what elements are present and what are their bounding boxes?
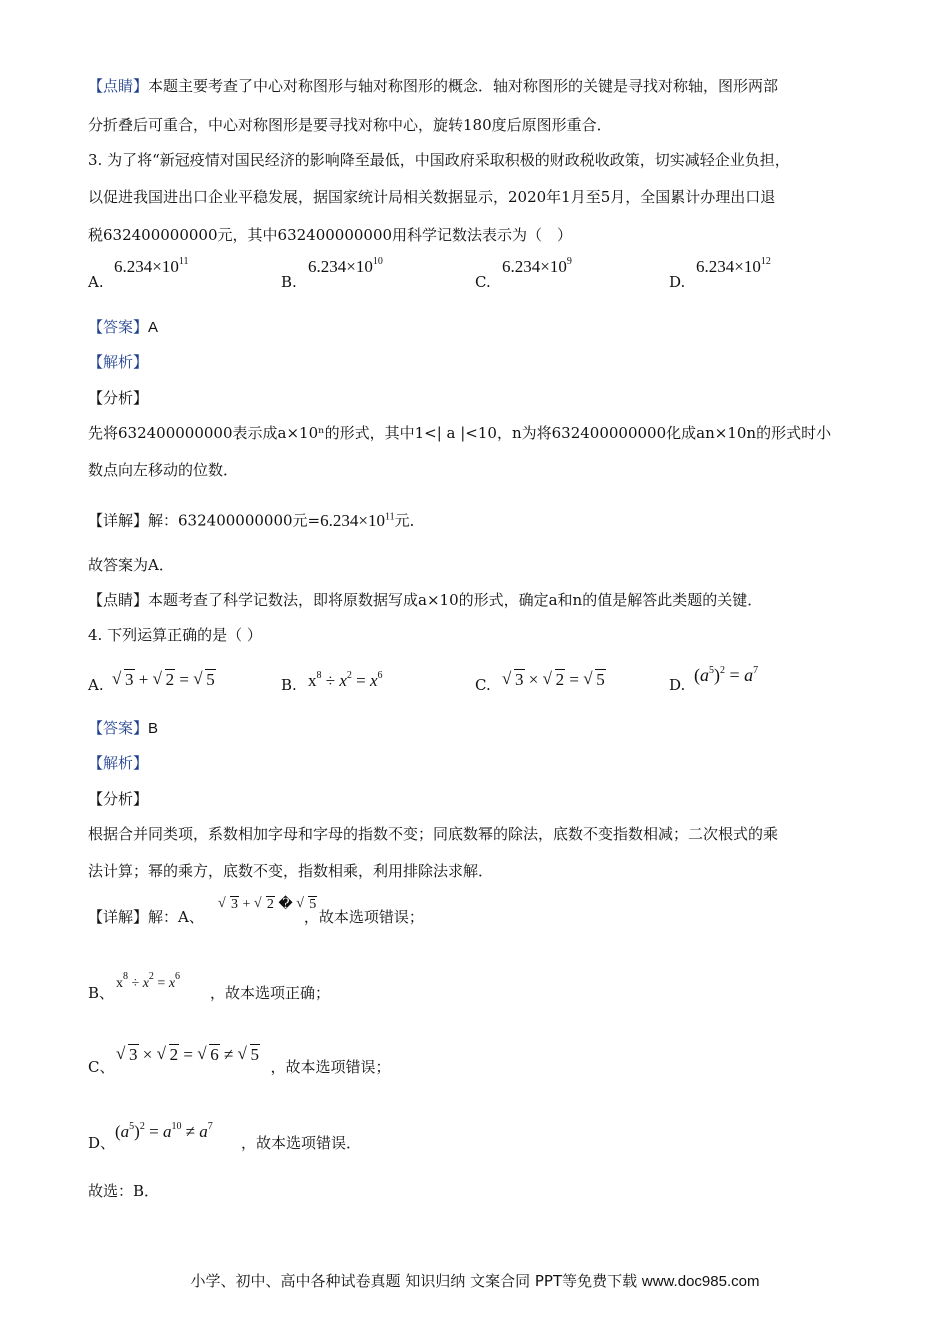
q3-option-c-math: $6.234\times 10^9$ — [502, 256, 572, 276]
xiangjie-b-label: B、 — [88, 984, 115, 1002]
q4-title: 4. 下列运算正确的是（ ） — [88, 626, 262, 644]
q3-stem-line-2: 以促进我国进出口企业平稳发展，据国家统计局相关数据显示，2020年1月至5月，全国累计办理出口退 — [88, 188, 776, 206]
q4-option-c: C. — [475, 676, 491, 694]
xiangjie-unit: 元． — [394, 511, 425, 530]
answer-value: B — [148, 720, 159, 737]
page-footer — [0, 1270, 950, 1291]
q3-dianjing — [88, 590, 762, 610]
q3-fenxi-line-1: 先将632400000000表示成a×10ⁿ的形式，其中1<| a |<10，n为将632400000000化成an×10n的形式时小 — [88, 424, 832, 442]
xiangjie-d-result: ，故本选项错误． — [241, 1134, 362, 1152]
q4-xiangjie-b-math: $x^8 \div x^2 = x^6$ — [116, 971, 181, 991]
dianjing-line-1 — [88, 76, 778, 97]
dianjing-tag: 【点睛】 — [88, 591, 149, 609]
dianjing-line-2: 分折叠后可重合，中心对称图形是要寻找对称中心，旋转180度后原图形重合． — [88, 116, 612, 134]
dianjing-tag: 【点睛】 — [88, 78, 149, 95]
option-letter: D. — [669, 273, 686, 291]
q4-option-c-math: √ 3 × √ 2 = √ 5 — [502, 670, 606, 690]
xiangjie-tag: 【详解】 — [88, 511, 149, 530]
q3-option-a — [88, 272, 104, 292]
q4-fenxi-tag: 【分析】 — [88, 790, 149, 808]
q4-option-a: A. — [88, 676, 104, 694]
q4-fenxi-line-1: 根据合并同类项，系数相加字母和字母的指数不变；同底数幂的除法，底数不变指数相减；二次根式的乘 — [88, 825, 779, 843]
xiangjie-a-result: ，故本选项错误； — [303, 908, 424, 926]
xiangjie-tag: 【详解】 — [88, 908, 149, 926]
q4-answer — [88, 718, 158, 739]
option-letter: C. — [475, 273, 491, 291]
q4-option-a-math: √ 3 + √ 2 = √ 5 — [112, 670, 216, 690]
q3-option-a-math: $6.234\times 10^{11}$ — [114, 256, 189, 276]
q4-option-b-math: $x^8 \div x^2 = x^6$ — [308, 670, 383, 690]
q3-stem-line-1: 3. 为了将“新冠疫情对国民经济的影响降至最低，中国政府采取积极的财政税收政策，切实减轻企业负担， — [88, 151, 790, 169]
xiangjie-c-label: C、 — [88, 1058, 115, 1076]
q4-jiexi-tag: 【解析】 — [88, 755, 149, 772]
q4-option-b: B. — [281, 676, 297, 694]
xiangjie-math: $6.234\times 10^{11}$ — [320, 510, 395, 530]
q3-fenxi-tag: 【分析】 — [88, 389, 149, 407]
q3-stem-line-3: 税632400000000元，其中632400000000用科学记数法表示为（ ） — [88, 226, 573, 244]
xiangjie-d-label: D、 — [88, 1134, 116, 1152]
q3-option-b — [281, 272, 297, 292]
q3-option-c — [475, 272, 491, 292]
q4-xiangjie-a-math: √ 3 + √ 2 � √ 5 — [218, 896, 317, 913]
dianjing-text-1: 本题主要考查了中心对称图形与轴对称图形的概念．轴对称图形的关键是寻找对称轴，图形两部 — [148, 77, 779, 95]
q3-option-d — [669, 272, 685, 292]
q4-xiangjie-c-math: √ 3 × √ 2 = √ 6 ≠ √ 5 — [116, 1045, 260, 1065]
answer-value: A — [148, 319, 159, 336]
q3-fenxi-line-2: 数点向左移动的位数． — [88, 461, 239, 479]
option-letter: A. — [88, 273, 104, 291]
option-letter: B. — [281, 273, 297, 291]
q4-fenxi-line-2: 法计算；幂的乘方，底数不变，指数相乘，利用排除法求解． — [88, 862, 494, 880]
q4-final: 故选：B． — [88, 1182, 160, 1200]
q4-xiangjie-d-math: $(a^5)^2 = a^{10} \ne a^7$ — [115, 1121, 213, 1141]
q4-option-d-math: $(a^5)^2 = a^7$ — [694, 665, 759, 685]
xiangjie-b-result: ，故本选项正确； — [210, 984, 331, 1002]
footer-text: 小学、初中、高中各种试卷真题 知识归纳 文案合同 PPT等免费下载 — [190, 1272, 638, 1290]
footer-link[interactable]: www.doc985.com — [641, 1273, 760, 1290]
q3-jiexi-tag: 【解析】 — [88, 354, 149, 371]
dianjing-text: 本题考查了科学记数法，即将原数据写成a×10的形式，确定a和n的值是解答此类题的关键． — [148, 591, 763, 609]
q3-conclusion: 故答案为A． — [88, 556, 174, 574]
xiangjie-a-label: 解：A、 — [148, 908, 204, 926]
q3-answer — [88, 317, 158, 338]
q3-option-d-math: $6.234\times 10^{12}$ — [696, 256, 771, 276]
xiangjie-text: 解：632400000000元= — [148, 511, 321, 530]
q4-option-d: D. — [669, 676, 686, 694]
answer-tag: 【答案】 — [88, 319, 149, 336]
q3-xiangjie — [88, 507, 425, 531]
answer-tag: 【答案】 — [88, 720, 149, 737]
q3-option-b-math: $6.234\times 10^{10}$ — [308, 256, 383, 276]
xiangjie-c-result: ，故本选项错误； — [270, 1058, 391, 1076]
